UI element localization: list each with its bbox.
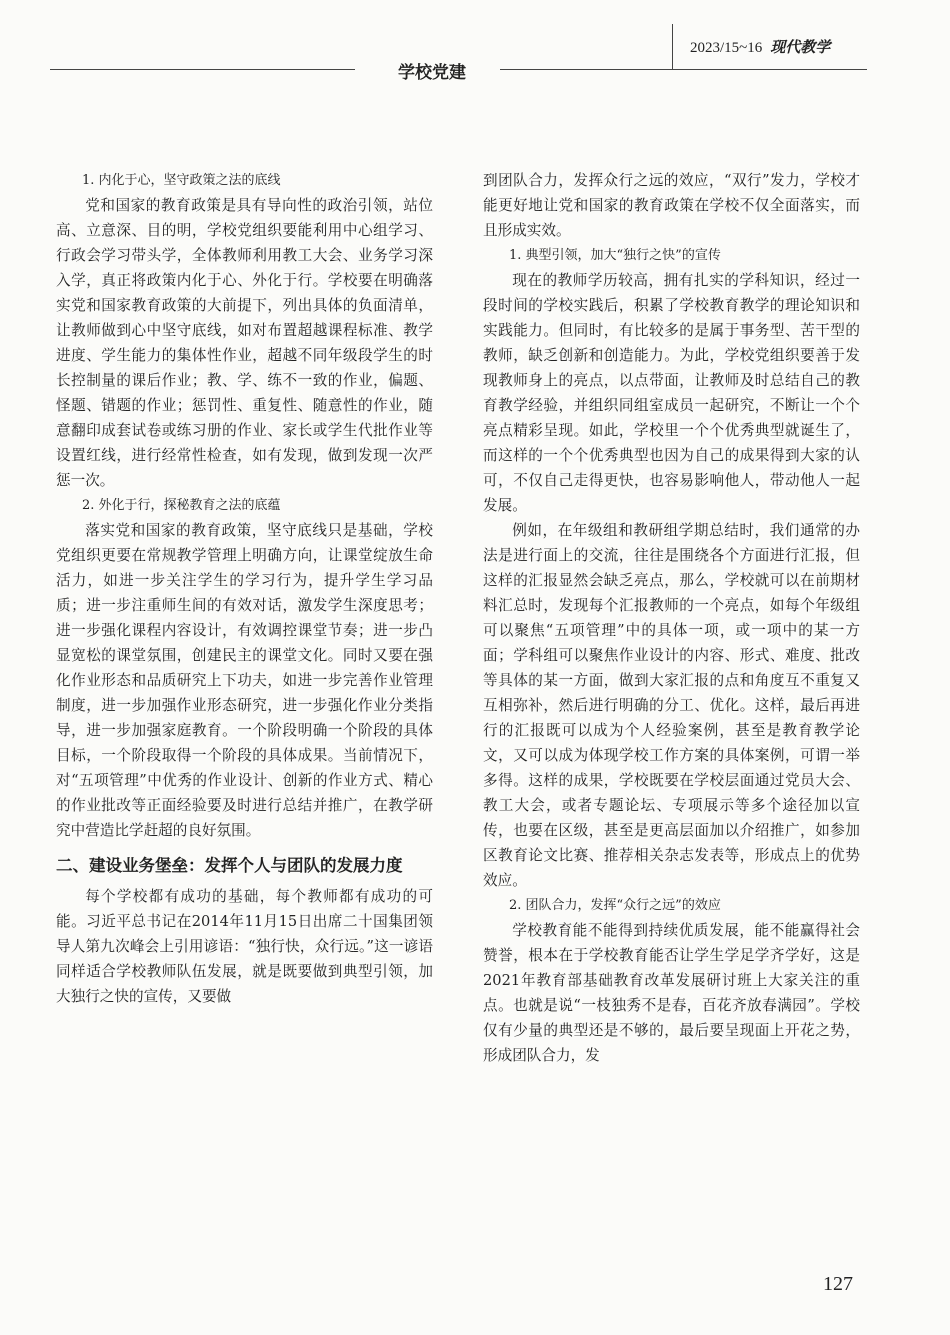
paragraph: 每个学校都有成功的基础，每个教师都有成功的可能。习近平总书记在2014年11月15日出席二十国集团领导人第九次峰会上引用谚语：“独行快，众行远。”这一谚语同样适合学校教师队伍发展，就是既要做到典型引领，加大独行之快的宣传，又要做 bbox=[56, 888, 433, 1005]
magazine-name: 现代教学 bbox=[770, 40, 831, 56]
header-rule-left bbox=[50, 69, 355, 70]
right-column bbox=[483, 168, 860, 1068]
section-heading: 二、建设业务堡垒：发挥个人与团队的发展力度 bbox=[56, 856, 403, 875]
issue-number: 2023/15~16 bbox=[690, 40, 763, 56]
paragraph: 学校教育能不能得到持续优质发展，能不能赢得社会赞誉，根本在于学校教育能否让学生学足学齐学好，这是2021年教育部基础教育改革发展研讨班上大家关注的重点。也就是说“一枝独秀不是春，百花齐放春满园”。学校仅有少量的典型还是不够的，最后要呈现面上开花之势，形成团队合力，发 bbox=[483, 922, 860, 1064]
left-column bbox=[56, 168, 433, 1009]
paragraph: 党和国家的教育政策是具有导向性的政治引领，站位高、立意深、目的明，学校党组织要能利用中心组学习、行政会学习带头学，全体教师利用教工大会、业务学习深入学，真正将政策内化于心、外化于行。学校要在明确落实党和国家教育政策的大前提下，列出具体的负面清单，让教师做到心中坚守底线，如对布置超越课程标准、教学进度、学生能力的集体性作业，超越不同年级段学生的时长控制量的课后作业；教、学、练不一致的作业，偏题、怪题、错题的作业；惩罚性、重复性、随意性的作业，随意翻印成套试卷或练习册的作业、家长或学生代批作业等设置红线，进行经常性检查，如有发现，做到发现一次严惩一次。 bbox=[56, 197, 433, 489]
column-title: 学校党建 bbox=[398, 63, 466, 83]
subheading-1: 1. 典型引领，加大“独行之快”的宣传 bbox=[509, 248, 721, 263]
paragraph: 例如，在年级组和教研组学期总结时，我们通常的办法是进行面上的交流，往往是围绕各个方面进行汇报，但这样的汇报显然会缺乏亮点，那么，学校就可以在前期材料汇总时，发现每个汇报教师的一个亮点，如每个年级组可以聚焦“五项管理”中的具体一项，或一项中的某一方面；学科组可以聚焦作业设计的内容、形式、难度、批改等具体的某一方面，做到大家汇报的点和角度互不重复又互相弥补，然后进行明确的分工、优化。这样，最后再进行的汇报既可以成为个人经验案例，甚至是教育教学论文，又可以成为体现学校工作方案的具体案例，可谓一举多得。这样的成果，学校既要在学校层面通过党员大会、教工大会，或者专题论坛、专项展示等多个途径加以宣传，也要在区级，甚至是更高层面加以介绍推广，如参加区教育论文比赛、推荐相关杂志发表等，形成点上的优势效应。 bbox=[483, 522, 860, 889]
issue-info bbox=[690, 36, 830, 57]
paragraph: 到团队合力，发挥众行之远的效应，“双行”发力，学校才能更好地让党和国家的教育政策在学校不仅全面落实，而且形成实效。 bbox=[483, 172, 860, 239]
subheading-2: 2. 团队合力，发挥“众行之远”的效应 bbox=[509, 898, 721, 913]
header-rule-right bbox=[500, 69, 867, 70]
subheading-2: 2. 外化于行，探秘教育之法的底蕴 bbox=[82, 498, 281, 513]
header-divider bbox=[672, 24, 673, 69]
paragraph: 现在的教师学历较高，拥有扎实的学科知识，经过一段时间的学校实践后，积累了学校教育教学的理论知识和实践能力。但同时，有比较多的是属于事务型、苦干型的教师，缺乏创新和创造能力。为此，学校党组织要善于发现教师身上的亮点，以点带面，让教师及时总结自己的教育教学经验，并组织同组室成员一起研究，不断让一个个亮点精彩呈现。如此，学校里一个个优秀典型就诞生了，而这样的一个个优秀典型也因为自己的成果得到大家的认可，不仅自己走得更快，也容易影响他人，带动他人一起发展。 bbox=[483, 272, 860, 514]
paragraph: 落实党和国家的教育政策，坚守底线只是基础，学校党组织更要在常规教学管理上明确方向，让课堂绽放生命活力，如进一步关注学生的学习行为，提升学生学习品质；进一步注重师生间的有效对话，激发学生深度思考；进一步强化课程内容设计，有效调控课堂节奏；进一步凸显宽松的课堂氛围，创建民主的课堂文化。同时又要在强化作业形态和品质研究上下功夫，如进一步完善作业管理制度，进一步加强作业形态研究，进一步强化作业分类指导，进一步加强家庭教育。一个阶段明确一个阶段的具体目标，一个阶段取得一个阶段的具体成果。当前情况下，对“五项管理”中优秀的作业设计、创新的作业方式、精心的作业批改等正面经验要及时进行总结并推广，在教学研究中营造比学赶超的良好氛围。 bbox=[56, 522, 433, 839]
page-number: 127 bbox=[823, 1273, 853, 1295]
subheading-1: 1. 内化于心，坚守政策之法的底线 bbox=[82, 173, 281, 188]
